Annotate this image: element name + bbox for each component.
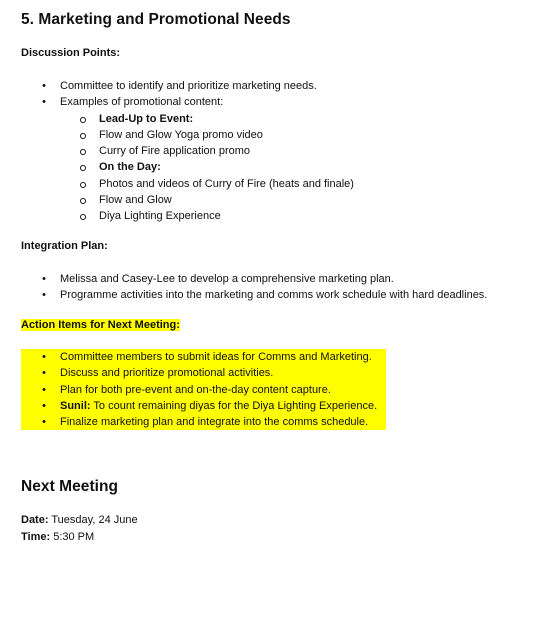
action-items-label	[21, 318, 180, 333]
action-item	[21, 414, 386, 430]
action-item-text: Committee members to submit ideas for Comms and Marketing.	[60, 351, 372, 363]
bullet-icon: •	[42, 96, 46, 109]
list-item	[21, 271, 526, 287]
sublist-item-text: Photos and videos of Curry of Fire (heats and finale)	[99, 177, 354, 190]
sublist-item-text: Flow and Glow	[99, 194, 172, 207]
bullet-icon: •	[42, 351, 46, 363]
action-items-label-text: Action Items for Next Meeting:	[21, 319, 180, 331]
meeting-time	[21, 529, 94, 546]
discussion-points-list	[21, 78, 526, 225]
action-item	[21, 382, 386, 398]
circle-bullet-icon	[80, 198, 86, 204]
time-label: Time:	[21, 531, 51, 543]
action-item-assignee: Sunil:	[60, 399, 91, 412]
action-items-list	[21, 349, 386, 430]
list-item	[21, 94, 526, 224]
sublist-item-text: Diya Lighting Experience	[99, 210, 221, 223]
sublist-item	[60, 176, 526, 192]
action-item-text: To count remaining diyas for the Diya Lighting Experience.	[90, 399, 378, 412]
circle-bullet-icon	[80, 182, 86, 188]
list-item	[21, 78, 526, 94]
date-label: Date:	[21, 514, 49, 526]
sublist-item	[60, 127, 526, 143]
bullet-icon: •	[42, 367, 46, 380]
circle-bullet-icon	[80, 214, 86, 220]
meeting-date	[21, 512, 138, 529]
section-heading: 5. Marketing and Promotional Needs	[21, 11, 291, 28]
circle-bullet-icon	[80, 117, 86, 123]
bullet-icon: •	[42, 383, 46, 396]
action-item-text: Plan for both pre-event and on-the-day content capture.	[60, 383, 331, 396]
list-item	[21, 287, 526, 303]
list-item-text: Committee to identify and prioritize marketing needs.	[60, 80, 317, 92]
sublist-item-text: On the Day:	[99, 161, 161, 174]
list-item-text: Examples of promotional content:	[60, 96, 224, 109]
action-item	[21, 349, 386, 365]
action-item-text: Finalize marketing plan and integrate into the comms schedule.	[60, 416, 369, 429]
bullet-icon: •	[42, 399, 46, 412]
circle-bullet-icon	[80, 165, 86, 171]
examples-sublist	[60, 111, 526, 225]
sublist-item-text: Flow and Glow Yoga promo video	[99, 128, 263, 141]
circle-bullet-icon	[80, 133, 86, 139]
sublist-item-text: Curry of Fire application promo	[99, 145, 251, 158]
integration-plan-list	[21, 271, 526, 304]
action-item-text: Discuss and prioritize promotional activities.	[60, 367, 274, 380]
sublist-item-text: Lead-Up to Event:	[99, 112, 194, 125]
action-item	[21, 365, 386, 381]
circle-bullet-icon	[80, 149, 86, 155]
sublist-item	[60, 143, 526, 159]
integration-plan-label: Integration Plan:	[21, 240, 108, 252]
action-item	[21, 398, 386, 414]
sublist-item	[60, 111, 526, 127]
bullet-icon: •	[42, 80, 46, 92]
time-value: 5:30 PM	[50, 531, 95, 543]
sublist-item	[60, 159, 526, 175]
sublist-item	[60, 192, 526, 208]
bullet-icon: •	[42, 289, 46, 302]
bullet-icon: •	[42, 416, 46, 429]
bullet-icon: •	[42, 273, 46, 285]
sublist-item	[60, 208, 526, 224]
list-item-text: Programme activities into the marketing and comms work schedule with hard deadlines.	[60, 289, 488, 302]
next-meeting-heading: Next Meeting	[21, 478, 119, 495]
discussion-points-label: Discussion Points:	[21, 47, 121, 59]
date-value: Tuesday, 24 June	[48, 514, 138, 526]
list-item-text: Melissa and Casey-Lee to develop a comprehensive marketing plan.	[60, 273, 394, 285]
